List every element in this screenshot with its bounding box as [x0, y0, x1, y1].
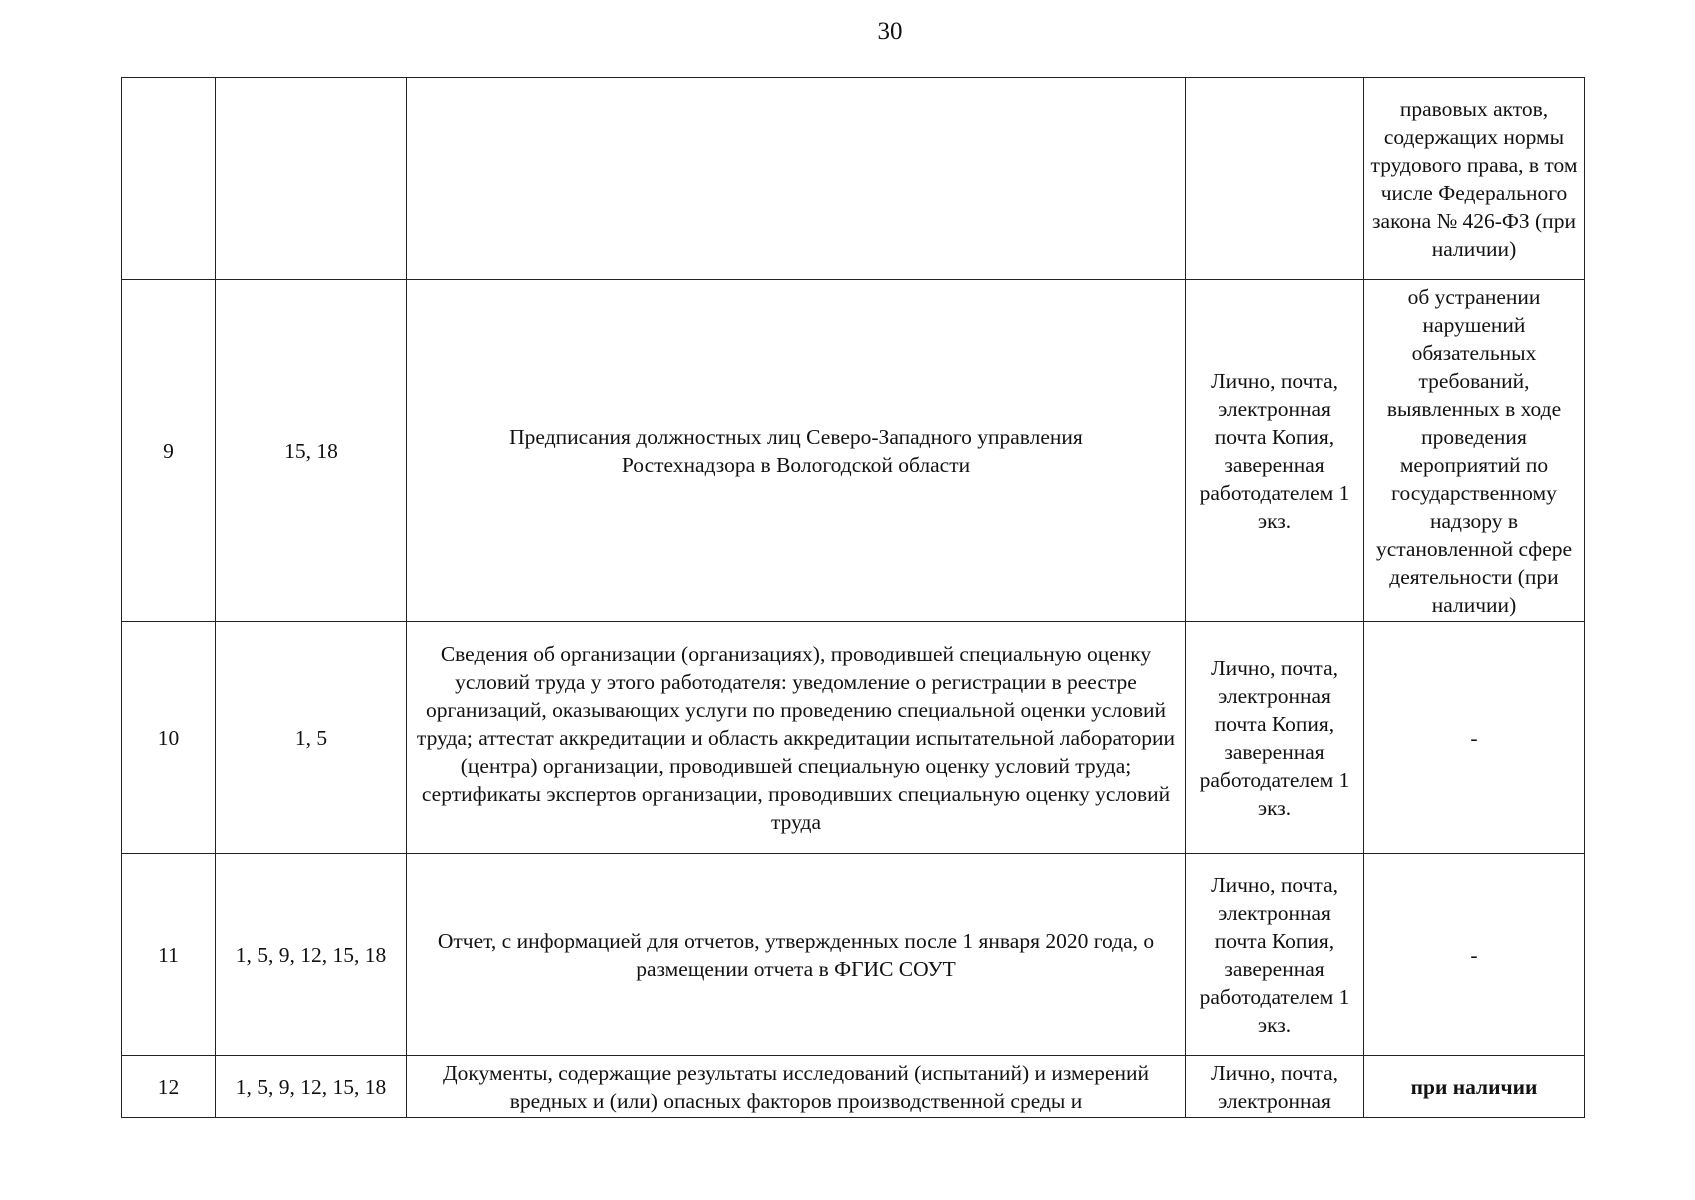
submission-form-cell: Лично, почта, электронная почта Копия, заверенная работодателем 1 экз. — [1186, 854, 1364, 1056]
documents-table — [121, 77, 1585, 1118]
page-number: 30 — [877, 18, 903, 45]
table-row — [122, 78, 1585, 280]
submission-form-cell — [1186, 78, 1364, 280]
table-row — [122, 1056, 1585, 1118]
row-number-cell: 9 — [122, 280, 216, 622]
points-cell: 15, 18 — [216, 280, 407, 622]
submission-form-cell: Лично, почта, электронная — [1186, 1056, 1364, 1118]
points-cell: 1, 5, 9, 12, 15, 18 — [216, 854, 407, 1056]
points-cell: 1, 5, 9, 12, 15, 18 — [216, 1056, 407, 1118]
document-cell — [407, 78, 1186, 280]
note-cell: - — [1364, 854, 1585, 1056]
document-cell: Предписания должностных лиц Северо-Западного управления Ростехнадзора в Вологодской области — [407, 280, 1186, 622]
table-row — [122, 622, 1585, 854]
row-number-cell: 10 — [122, 622, 216, 854]
table-row — [122, 854, 1585, 1056]
document-cell: Документы, содержащие результаты исследований (испытаний) и измерений вредных и (или) опасных факторов производственной среды и — [407, 1056, 1186, 1118]
document-cell: Сведения об организации (организациях), проводившей специальную оценку условий труда у этого работодателя: уведомление о регистрации в реестре организаций, оказывающих услуги по проведению специальной оценки условий труда; аттестат аккредитации и область аккредитации испытательной лаборатории (центра) организации, проводившей специальную оценку условий труда; сертификаты экспертов организации, проводивших специальную оценку условий труда — [407, 622, 1186, 854]
note-cell: правовых актов, содержащих нормы трудового права, в том числе Федерального закона № 426-ФЗ (при наличии) — [1364, 78, 1585, 280]
submission-form-cell: Лично, почта, электронная почта Копия, заверенная работодателем 1 экз. — [1186, 622, 1364, 854]
submission-form-cell: Лично, почта, электронная почта Копия, заверенная работодателем 1 экз. — [1186, 280, 1364, 622]
table-row — [122, 280, 1585, 622]
note-cell: при наличии — [1364, 1056, 1585, 1118]
row-number-cell — [122, 78, 216, 280]
note-cell: - — [1364, 622, 1585, 854]
row-number-cell: 12 — [122, 1056, 216, 1118]
document-cell: Отчет, с информацией для отчетов, утвержденных после 1 января 2020 года, о размещении отчета в ФГИС СОУТ — [407, 854, 1186, 1056]
points-cell — [216, 78, 407, 280]
row-number-cell: 11 — [122, 854, 216, 1056]
note-cell: об устранении нарушений обязательных требований, выявленных в ходе проведения мероприятий по государственному надзору в установленной сфере деятельности (при наличии) — [1364, 280, 1585, 622]
points-cell: 1, 5 — [216, 622, 407, 854]
